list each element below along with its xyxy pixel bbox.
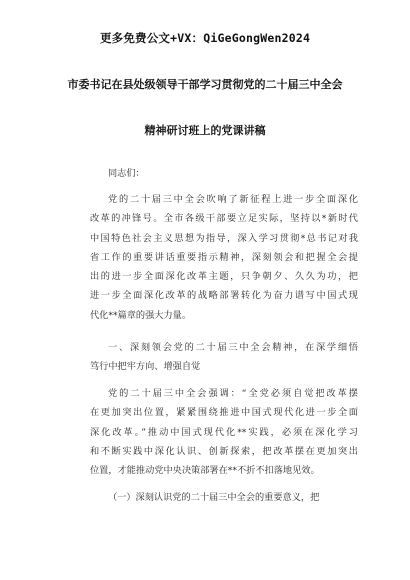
paragraph-line: 笃行中把牢方向、增强自觉 xyxy=(90,361,201,373)
paragraph-line: （一）深刻认识党的二十届三中全会的重要意义，把 xyxy=(108,492,320,503)
paragraph-line: 进一步全面深化改革的战略部署转化为奋力谱写中国式现 xyxy=(90,290,358,302)
paragraph-line: 改革的冲锋号。全市各级干部要立足实际，坚持以*新时代 xyxy=(90,213,358,225)
paragraph-line: 省工作的重要讲话重要指示精神，深刻领会和把握全会提 xyxy=(90,251,358,263)
paragraph-line: 党的二十届三中全会强调：“全党必须自觉把改革摆 xyxy=(108,388,358,399)
document-title-line-1: 市委书记在县处级领导干部学习贯彻党的二十届三中全会 xyxy=(67,78,343,91)
paragraph-line: 中国特色社会主义思想为指导，深入学习贯彻*总书记对我 xyxy=(90,232,358,244)
salutation: 同志们： xyxy=(108,168,145,179)
paragraph-line: 位置，才能推动党中央决策部署在**不折不扣落地见效。 xyxy=(90,465,320,477)
paragraph-line: 一、深刻领会党的二十届三中全会精神，在深学细悟 xyxy=(108,342,358,353)
paragraph-line: 代化**篇章的强大力量。 xyxy=(90,309,192,321)
paragraph-intro xyxy=(90,190,358,325)
paragraph-line: 出的进一步全面深化改革主题，只争朝夕、久久为功，把 xyxy=(90,271,358,283)
paragraph-line: 深化改革。”推动中国式现代化**实践，必须在深化学习 xyxy=(90,426,358,438)
paragraph-line: 党的二十届三中全会吹响了新征程上进一步全面深化 xyxy=(108,194,358,205)
paragraph-plenum-emphasis xyxy=(90,384,358,480)
paragraph-line: 和不断实践中深化认识、创新探索，把改革摆在更加突出 xyxy=(90,445,358,457)
document-title-line-2: 精神研讨班上的党课讲稿 xyxy=(144,124,266,137)
subsection-heading-1 xyxy=(90,488,358,507)
paragraph-line: 在更加突出位置，紧紧围绕推进中国式现代化进一步全面 xyxy=(90,407,358,419)
section-heading-1 xyxy=(90,338,358,377)
watermark-header: 更多免费公文+VX：QiGeGongWen2024 xyxy=(99,31,311,45)
